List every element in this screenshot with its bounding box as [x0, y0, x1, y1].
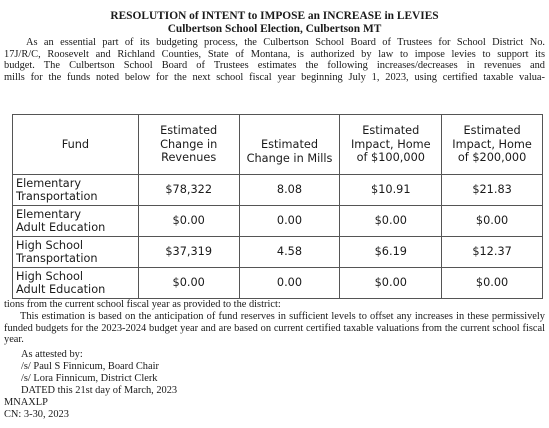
revenues-cell: $78,322: [138, 175, 239, 206]
mills-cell: 0.00: [239, 206, 340, 237]
home-200k-cell: $21.83: [442, 175, 543, 206]
intro-line: As an essential part of its budgeting process, the Culbertson School Board of Trustees for School District No.: [26, 37, 545, 48]
attested-by: As attested by:: [21, 349, 83, 360]
home-100k-cell: $10.91: [340, 175, 442, 206]
home-100k-cell: $0.00: [340, 268, 442, 299]
header-home-200k: Estimated Impact, Home of $200,000: [442, 115, 543, 175]
intro-line: budget. The Culbertson School Board of Trustees estimates the following increases/decreases in revenues and: [4, 60, 545, 72]
intro-line: mills for the funds noted below for the next school fiscal year beginning July 1, 2023, using certified taxable valua-: [4, 71, 545, 83]
cn-line: CN: 3-30, 2023: [4, 409, 69, 420]
intro-paragraph: [4, 37, 545, 83]
home-100k-cell: $0.00: [340, 206, 442, 237]
intro-line: 17J/R/C, Roosevelt and Richland Counties, State of Montana, is authorized by law to impose levies to support its: [4, 48, 545, 60]
mills-cell: 0.00: [239, 268, 340, 299]
home-200k-cell: $0.00: [442, 268, 543, 299]
board-chair-signature: /s/ Paul S Finnicum, Board Chair: [21, 361, 159, 372]
revenues-cell: $0.00: [138, 268, 239, 299]
table-row: [13, 175, 543, 206]
table-row: [13, 206, 543, 237]
mills-cell: 4.58: [239, 237, 340, 268]
home-100k-cell: $6.19: [340, 237, 442, 268]
publication-code: MNAXLP: [4, 397, 48, 408]
revenues-cell: $37,319: [138, 237, 239, 268]
header-home-100k: Estimated Impact, Home of $100,000: [340, 115, 442, 175]
table-header-row: [13, 115, 543, 175]
levy-table: [12, 114, 543, 299]
header-fund: Fund: [13, 115, 139, 175]
header-revenues: Estimated Change in Revenues: [138, 115, 239, 175]
notice-title: RESOLUTION of INTENT to IMPOSE an INCREASE in LEVIES: [110, 10, 439, 22]
header-mills: Estimated Change in Mills: [239, 115, 340, 175]
fund-cell: Elementary Transportation: [13, 175, 139, 206]
fund-cell: Elementary Adult Education: [13, 206, 139, 237]
table-row: [13, 237, 543, 268]
district-clerk-signature: /s/ Lora Finnicum, District Clerk: [21, 373, 158, 384]
mills-cell: 8.08: [239, 175, 340, 206]
home-200k-cell: $12.37: [442, 237, 543, 268]
table-row: [13, 268, 543, 299]
home-200k-cell: $0.00: [442, 206, 543, 237]
continuation-text: tions from the current school fiscal year as provided to the district:: [4, 299, 281, 310]
fund-cell: High School Adult Education: [13, 268, 139, 299]
notice-subtitle: Culbertson School Election, Culbertson MT: [167, 23, 382, 35]
revenues-cell: $0.00: [138, 206, 239, 237]
dated-line: DATED this 21st day of March, 2023: [21, 385, 178, 396]
fund-cell: High School Transportation: [13, 237, 139, 268]
estimation-paragraph: This estimation is based on the anticipation of fund reserves in sufficient levels to offset any increases in these permissively funded budgets for the 2023-2024 budget year and are based on current certified taxable valuations from the current school fiscal year.: [4, 311, 545, 346]
